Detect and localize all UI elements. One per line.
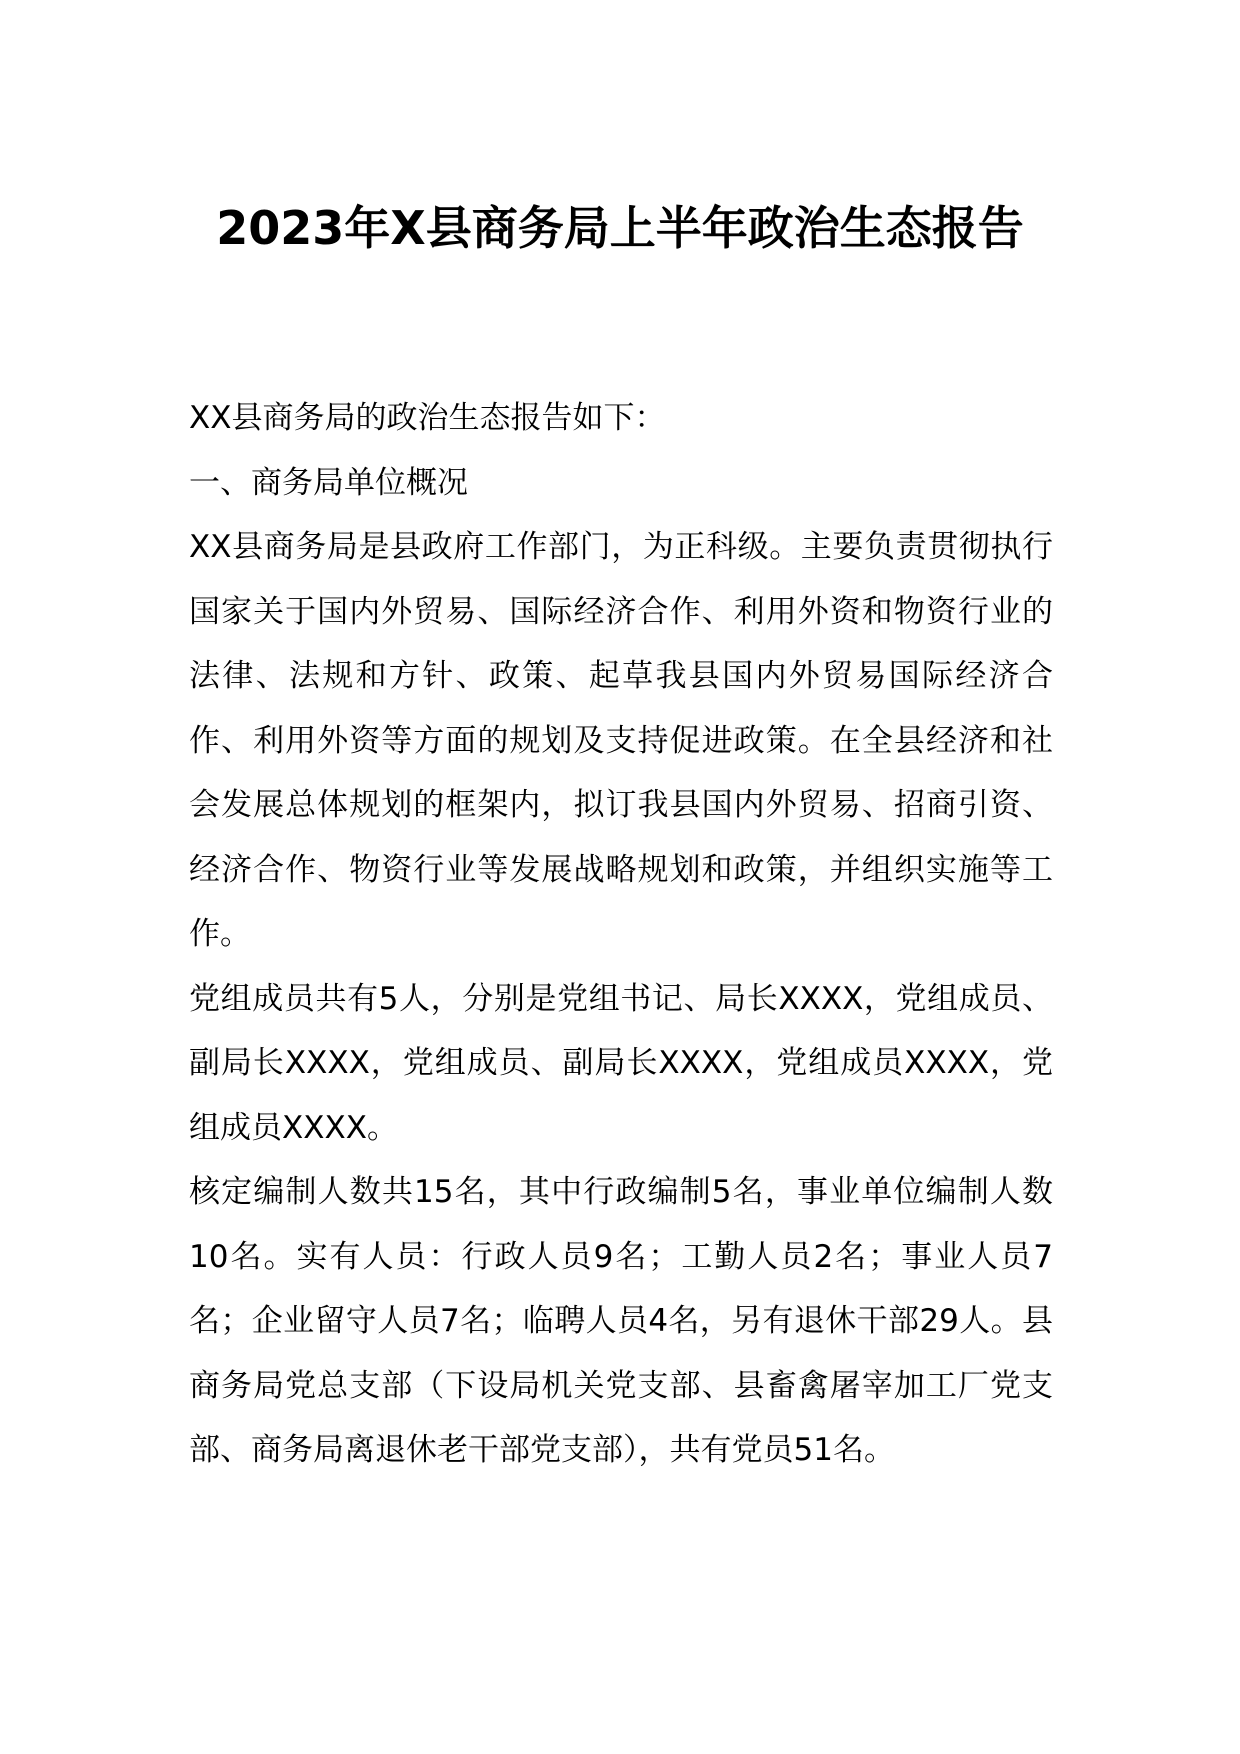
- intro-paragraph: XX县商务局的政治生态报告如下：: [189, 400, 666, 436]
- section-heading: 一、商务局单位概况: [189, 464, 468, 501]
- document-body: [189, 386, 1053, 1483]
- overview-paragraph: XX县商务局是县政府工作部门，为正科级。主要负责贯彻执行国家关于国内外贸易、国际经济合作、利用外资和物资行业的法律、法规和方针、政策、起草我县国内外贸易国际经济合作、利用外资等方面的规划及支持促进政策。在全县经济和社会发展总体规划的框架内，拟订我县国内外贸易、招商引资、经济合作、物资行业等发展战略规划和政策，并组织实施等工作。: [189, 529, 1053, 952]
- staffing-paragraph: 核定编制人数共15名，其中行政编制5名，事业单位编制人数10名。实有人员：行政人员9名；工勤人员2名；事业人员7名；企业留守人员7名；临聘人员4名，另有退休干部29人。县商务局党总支部（下设局机关党支部、县畜禽屠宰加工厂党支部、商务局离退休老干部党支部），共有党员51名。: [189, 1174, 1053, 1468]
- document-title: 2023年X县商务局上半年政治生态报告: [216, 201, 1024, 255]
- party-members-paragraph: 党组成员共有5人，分别是党组书记、局长XXXX，党组成员、副局长XXXX，党组成员、副局长XXXX，党组成员XXXX，党组成员XXXX。: [189, 980, 1053, 1146]
